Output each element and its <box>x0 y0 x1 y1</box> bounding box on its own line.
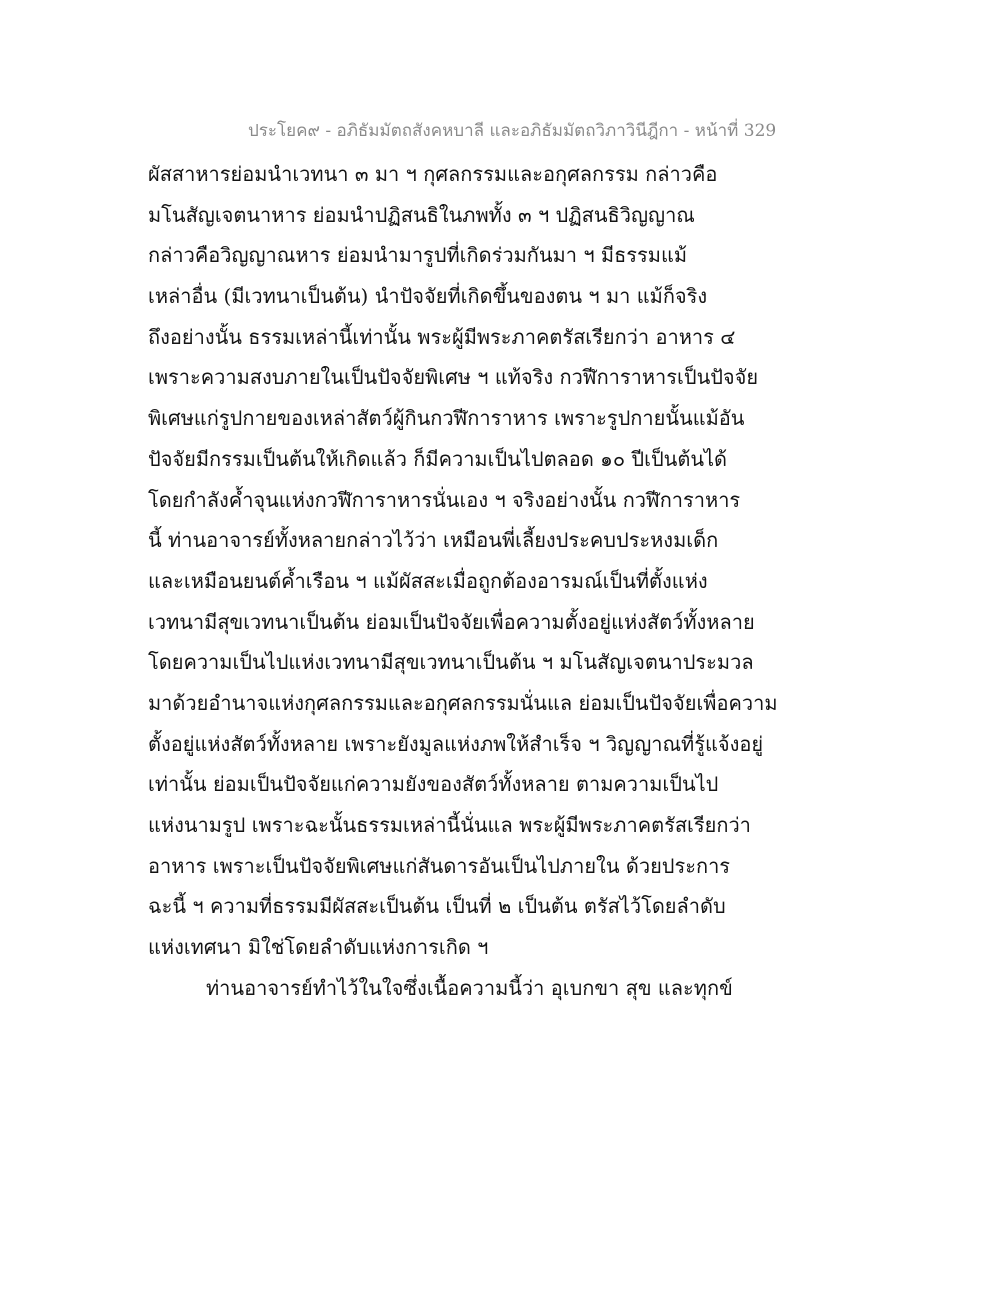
running-header: ประโยค๙ - อภิธัมมัตถสังคหบาลี และอภิธัมมัตถวิภาวินีฎีกา - หน้าที่ 329 <box>248 121 777 141</box>
text-line: พิเศษแก่รูปกายของเหล่าสัตว์ผู้กินกวฬีการาหาร เพราะรูปกายนั้นแม้อัน <box>148 406 745 431</box>
text-line: มโนสัญเจตนาหาร ย่อมนำปฏิสนธิในภพทั้ง ๓ ฯ ปฏิสนธิวิญญาณ <box>148 202 695 227</box>
text-line: เท่านั้น ย่อมเป็นปัจจัยแก่ความยังของสัตว์ทั้งหลาย ตามความเป็นไป <box>148 772 719 797</box>
text-line: กล่าวคือวิญญาณหาร ย่อมนำมารูปที่เกิดร่วมกันมา ฯ มีธรรมแม้ <box>148 243 688 268</box>
text-line: โดยความเป็นไปแห่งเวทนามีสุขเวทนาเป็นต้น ฯ มโนสัญเจตนาประมวล <box>148 650 754 675</box>
text-line: และเหมือนยนต์ค้ำเรือน ฯ แม้ผัสสะเมื่อถูกต้องอารมณ์เป็นที่ตั้งแห่ง <box>148 568 708 593</box>
text-line: เหล่าอื่น (มีเวทนาเป็นต้น) นำปัจจัยที่เกิดขึ้นของตน ฯ มา แม้ก็จริง <box>148 284 708 309</box>
text-line: นี้ ท่านอาจารย์ทั้งหลายกล่าวไว้ว่า เหมือนพี่เลี้ยงประคบประหงมเด็ก <box>148 528 719 553</box>
text-line: ฉะนี้ ฯ ความที่ธรรมมีผัสสะเป็นต้น เป็นที่ ๒ เป็นต้น ตรัสไว้โดยลำดับ <box>148 894 726 919</box>
text-line: ตั้งอยู่แห่งสัตว์ทั้งหลาย เพราะยังมูลแห่งภพให้สำเร็จ ฯ วิญญาณที่รู้แจ้งอยู่ <box>148 731 764 756</box>
text-line: แห่งเทศนา มิใช่โดยลำดับแห่งการเกิด ฯ <box>148 935 489 960</box>
text-line: เวทนามีสุขเวทนาเป็นต้น ย่อมเป็นปัจจัยเพื่อความตั้งอยู่แห่งสัตว์ทั้งหลาย <box>148 609 755 634</box>
body-text <box>148 154 848 1008</box>
text-line: โดยกำลังค้ำจุนแห่งกวฬีการาหารนั่นเอง ฯ จริงอย่างนั้น กวฬีการาหาร <box>148 487 741 512</box>
text-line: เพราะความสงบภายในเป็นปัจจัยพิเศษ ฯ แท้จริง กวฬีการาหารเป็นปัจจัย <box>148 365 759 390</box>
text-line: ถึงอย่างนั้น ธรรมเหล่านี้เท่านั้น พระผู้มีพระภาคตรัสเรียกว่า อาหาร ๔ <box>148 324 736 349</box>
paragraph-first-line: ท่านอาจารย์ทำไว้ในใจซึ่งเนื้อความนี้ว่า อุเบกขา สุข และทุกข์ <box>206 975 733 1000</box>
text-line: ผัสสาหารย่อมนำเวทนา ๓ มา ฯ กุศลกรรมและอกุศลกรรม กล่าวคือ <box>148 162 718 186</box>
text-line: ปัจจัยมีกรรมเป็นต้นให้เกิดแล้ว ก็มีความเป็นไปตลอด ๑๐ ปีเป็นต้นได้ <box>148 446 728 471</box>
text-line: แห่งนามรูป เพราะฉะนั้นธรรมเหล่านี้นั่นแล พระผู้มีพระภาคตรัสเรียกว่า <box>148 813 751 837</box>
text-line: อาหาร เพราะเป็นปัจจัยพิเศษแก่สันดารอันเป็นไปภายใน ด้วยประการ <box>148 853 731 878</box>
text-line: มาด้วยอำนาจแห่งกุศลกรรมและอกุศลกรรมนั่นแล ย่อมเป็นปัจจัยเพื่อความ <box>148 690 778 715</box>
